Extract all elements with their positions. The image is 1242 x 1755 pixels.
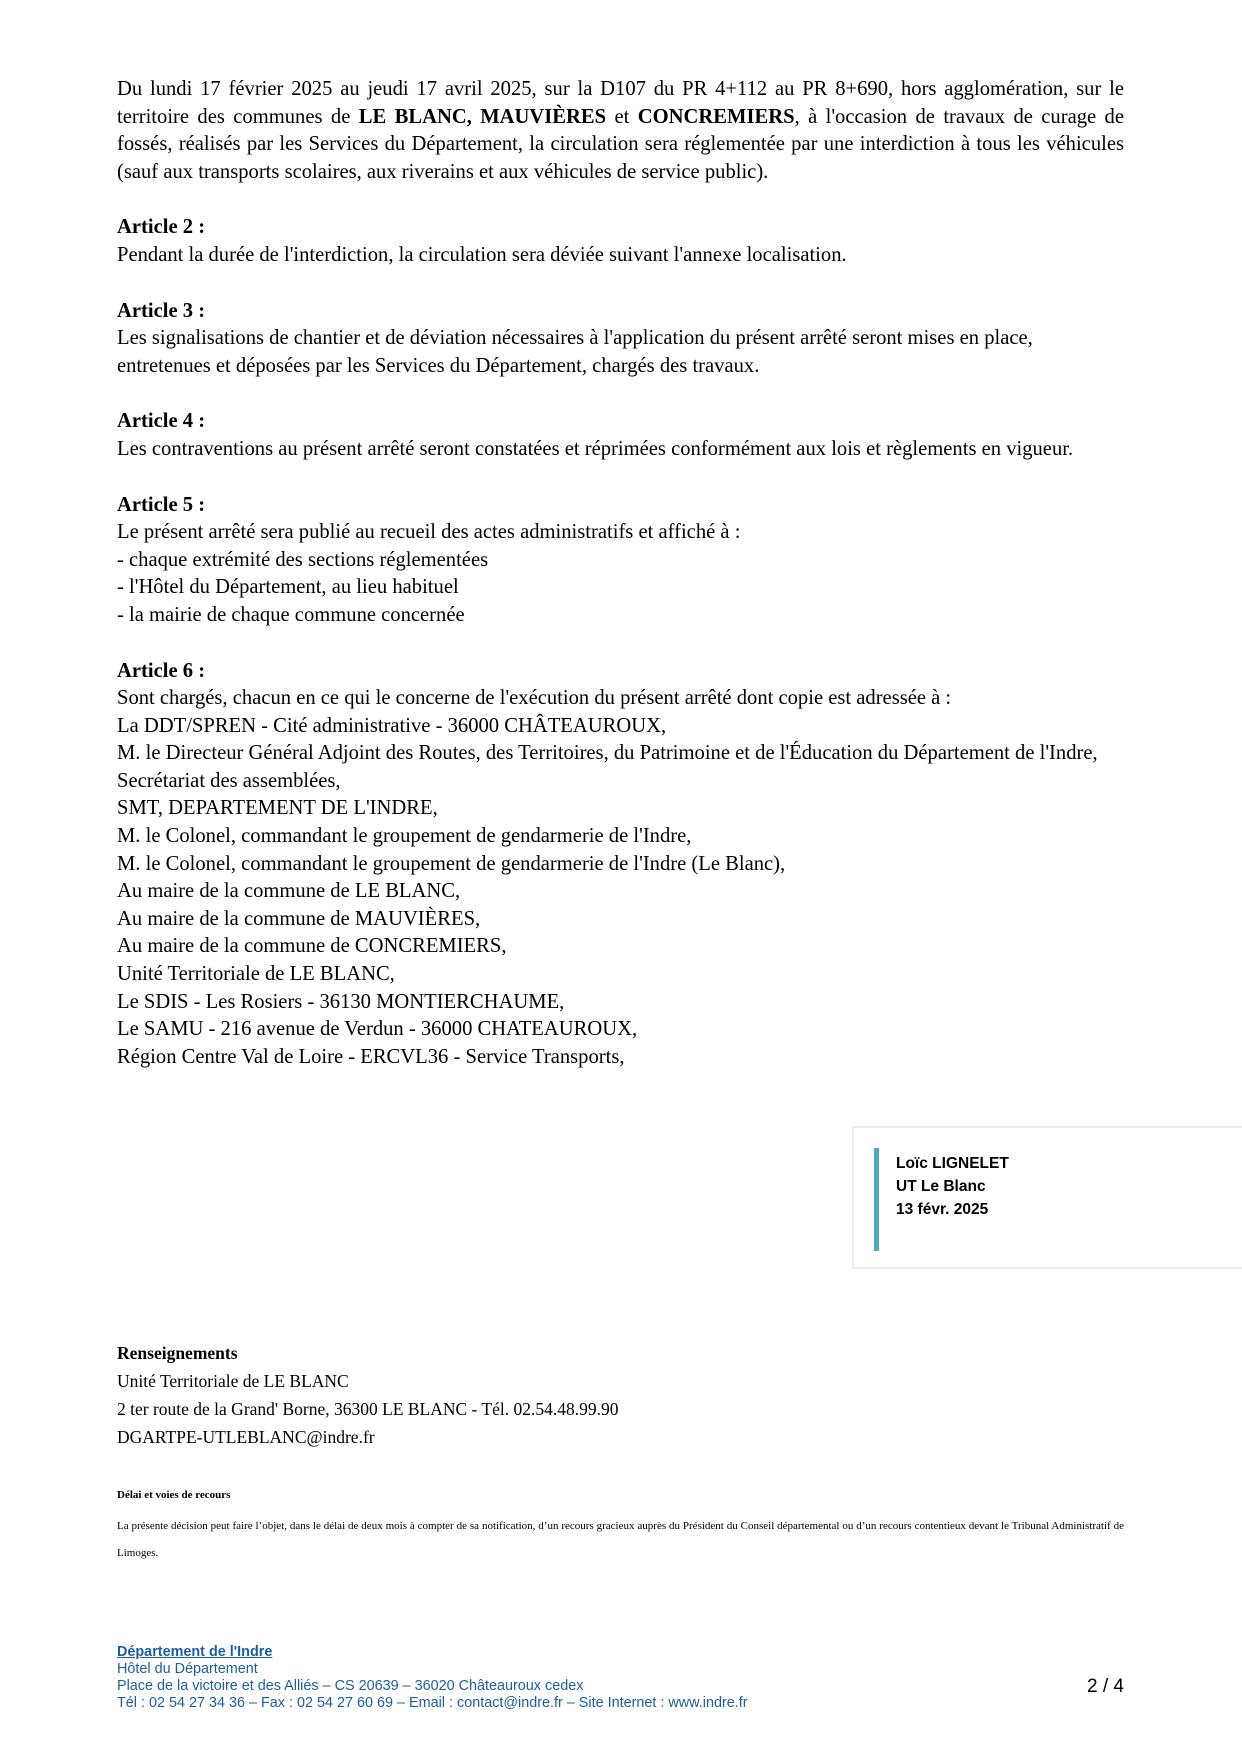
footer-building: Hôtel du Département [117, 1661, 258, 1677]
document-body [117, 76, 1124, 1071]
page-footer [117, 1644, 748, 1712]
article-5-item: - la mairie de chaque commune concernée [117, 603, 465, 626]
article-5-text: Le présent arrêté sera publié au recueil des actes administratifs et affiché à : [117, 521, 741, 544]
footer-org-link[interactable]: Département de l'Indre [117, 1644, 273, 1660]
page-number: 2 / 4 [1087, 1676, 1124, 1697]
recipient-line: Au maire de la commune de CONCREMIERS, [117, 935, 507, 958]
footer-address: Place de la victoire et des Alliés – CS 20639 – 36020 Châteauroux cedex [117, 1678, 584, 1694]
renseignements-title: Renseignements [117, 1343, 238, 1363]
recours-text: La présente décision peut faire l’objet, dans le délai de deux mois à compter de sa notification, d’un recours gracieux auprès du Président du Conseil départemental ou d’un recours contentieux devant le Tribunal Administratif de Limoges. [117, 1520, 1124, 1559]
article-5-item: - l'Hôtel du Département, au lieu habituel [117, 576, 459, 599]
renseignements-line: 2 ter route de la Grand' Borne, 36300 LE BLANC - Tél. 02.54.48.99.90 [117, 1399, 619, 1419]
recipient-line: Unité Territoriale de LE BLANC, [117, 963, 395, 986]
recipient-line: M. le Directeur Général Adjoint des Routes, des Territoires, du Patrimoine et de l'Éducation du Département de l'Indre, [117, 742, 1098, 765]
article-3-title: Article 3 : [117, 299, 206, 322]
recipient-line: Secrétariat des assemblées, [117, 769, 341, 792]
signature-box [852, 1126, 1242, 1269]
recipient-line: Région Centre Val de Loire - ERCVL36 - Service Transports, [117, 1045, 625, 1068]
intro-and: et [606, 105, 638, 128]
recipient-line: M. le Colonel, commandant le groupement de gendarmerie de l'Indre, [117, 825, 692, 848]
recipient-line: La DDT/SPREN - Cité administrative - 36000 CHÂTEAUROUX, [117, 714, 667, 737]
article-5-item: - chaque extrémité des sections réglementées [117, 548, 489, 571]
commune-le-blanc-mauvieres: LE BLANC, MAUVIÈRES [358, 105, 607, 128]
signature-date: 13 févr. 2025 [896, 1201, 989, 1218]
recipient-line: Le SDIS - Les Rosiers - 36130 MONTIERCHAUME, [117, 990, 565, 1013]
article-2-title: Article 2 : [117, 216, 206, 239]
intro-text-part1: Du lundi 17 février 2025 au jeudi 17 avril 2025, sur la D107 du PR 4+112 au PR 8+690, hors agglomération, sur le territoire des communes de [117, 78, 1124, 128]
intro-text-part2: , à l'occasion de travaux de curage de fossés, réalisés par les Services du Département, la circulation sera réglementée par une interdiction à tous les véhicules (sauf aux transports scolaires, aux riverains et aux véhicules de service public). [117, 105, 1124, 183]
signatory-name: Loïc LIGNELET [896, 1155, 1009, 1172]
recipient-line: Au maire de la commune de MAUVIÈRES, [117, 907, 481, 930]
signature-accent-bar [874, 1148, 879, 1251]
article-4-title: Article 4 : [117, 410, 206, 433]
recipient-line: Le SAMU - 216 avenue de Verdun - 36000 CHATEAUROUX, [117, 1018, 638, 1041]
article-4-text: Les contraventions au présent arrêté seront constatées et réprimées conformément aux lois et règlements en vigueur. [117, 437, 1074, 460]
article-6-title: Article 6 : [117, 659, 206, 682]
article-3-text: Les signalisations de chantier et de déviation nécessaires à l'application du présent arrêté seront mises en place, entretenues et déposées par les Services du Département, chargés des travaux. [117, 327, 1033, 377]
recours-block [117, 1487, 1124, 1567]
signatory-unit: UT Le Blanc [896, 1178, 986, 1195]
intro-paragraph [117, 76, 1124, 186]
recipient-line: Au maire de la commune de LE BLANC, [117, 880, 461, 903]
signature-text [896, 1152, 1009, 1221]
recours-title: Délai et voies de recours [117, 1489, 231, 1501]
footer-contact: Tél : 02 54 27 34 36 – Fax : 02 54 27 60 69 – Email : contact@indre.fr – Site Internet : www.indre.fr [117, 1695, 748, 1711]
article-5-title: Article 5 : [117, 493, 206, 516]
article-6-text: Sont chargés, chacun en ce qui le concerne de l'exécution du présent arrêté dont copie est adressée à : [117, 687, 952, 710]
recipient-line: SMT, DEPARTEMENT DE L'INDRE, [117, 797, 438, 820]
renseignements-line: Unité Territoriale de LE BLANC [117, 1371, 349, 1391]
recipient-line: M. le Colonel, commandant le groupement de gendarmerie de l'Indre (Le Blanc), [117, 852, 786, 875]
article-2-text: Pendant la durée de l'interdiction, la circulation sera déviée suivant l'annexe localisation. [117, 243, 847, 266]
renseignements-email: DGARTPE-UTLEBLANC@indre.fr [117, 1427, 375, 1447]
renseignements-block [117, 1339, 618, 1451]
commune-concremiers: CONCREMIERS [637, 105, 795, 128]
